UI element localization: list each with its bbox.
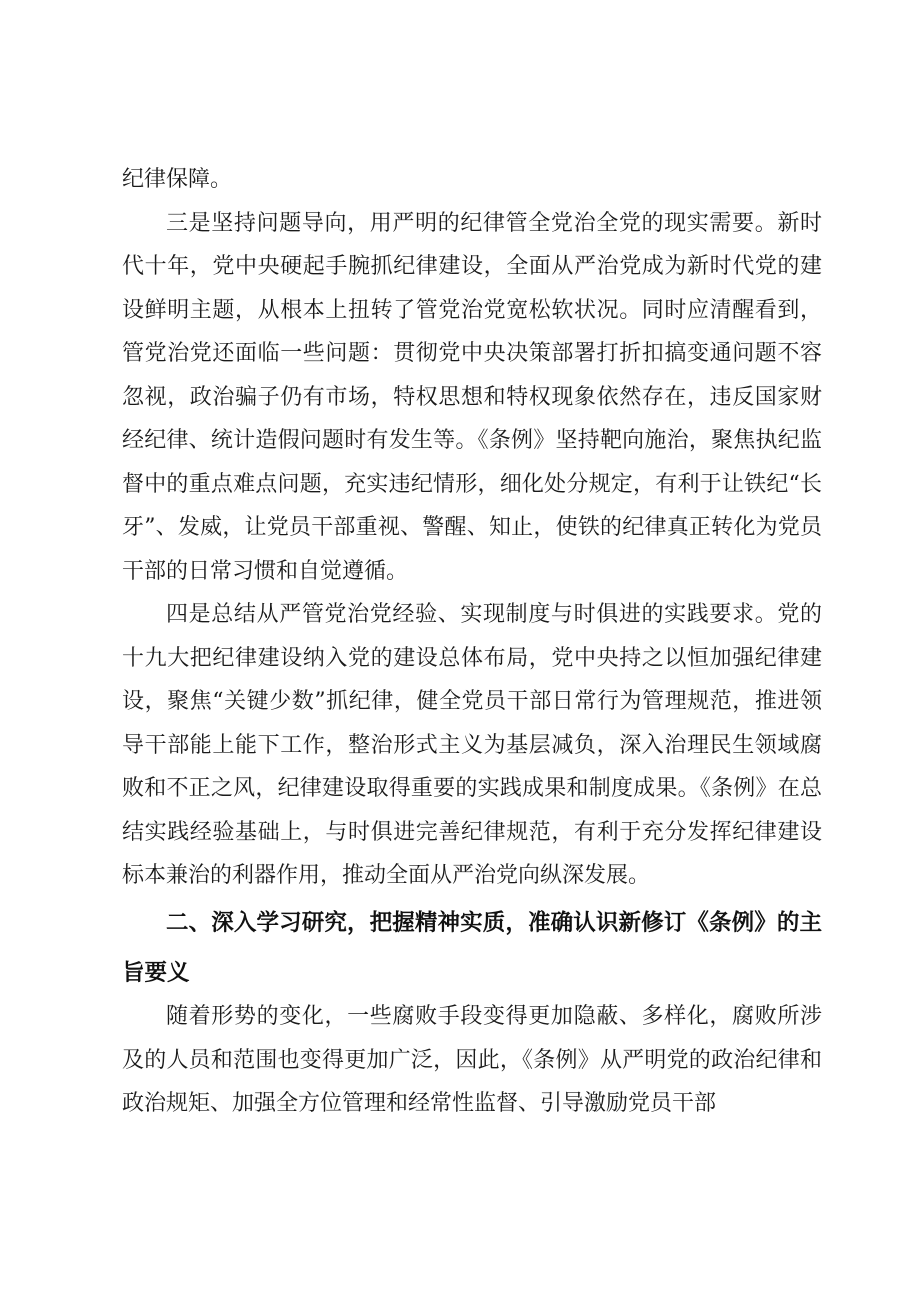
body-text-upper: [122, 158, 822, 898]
paragraph-practice-requirement: 四是总结从严管党治党经验、实现制度与时俱进的实践要求。党的十九大把纪律建设纳入党的建设总体布局，党中央持之以恒加强纪律建设，聚焦“关键少数”抓纪律，健全党员干部日常行为管理规范，推进领导干部能上能下工作，整治形式主义为基层减负，深入治理民生领域腐败和不正之风，纪律建设取得重要的实践成果和制度成果。《条例》在总结实践经验基础上，与时俱进完善纪律规范，有利于充分发挥纪律建设标本兼治的利器作用，推动全面从严治党向纵深发展。: [122, 602, 822, 888]
body-text-lower: [122, 995, 822, 1126]
section-heading: 二、深入学习研究，把握精神实质，准确认识新修订《条例》的主旨要义: [122, 910, 822, 986]
paragraph-problem-orientation: 三是坚持问题导向，用严明的纪律管全党治全党的现实需要。新时代十年，党中央硬起手腕抓纪律建设，全面从严治党成为新时代党的建设鲜明主题，从根本上扭转了管党治党宽松软状况。同时应清醒看到，管党治党还面临一些问题：贯彻党中央决策部署打折扣搞变通问题不容忽视，政治骗子仍有市场，特权思想和特权现象依然存在，违反国家财经纪律、统计造假问题时有发生等。《条例》坚持靶向施治，聚焦执纪监督中的重点难点问题，充实违纪情形，细化处分规定，有利于让铁纪“长牙”、发威，让党员干部重视、警醒、知止，使铁的纪律真正转化为党员干部的日常习惯和自觉遵循。: [122, 210, 822, 584]
continuation-paragraph: 纪律保障。: [122, 167, 233, 192]
paragraph-situation-change: 随着形势的变化，一些腐败手段变得更加隐蔽、多样化，腐败所涉及的人员和范围也变得更加广泛，因此，《条例》从严明党的政治纪律和政治规矩、加强全方位管理和经常性监督、引导激励党员干部: [122, 1004, 822, 1116]
